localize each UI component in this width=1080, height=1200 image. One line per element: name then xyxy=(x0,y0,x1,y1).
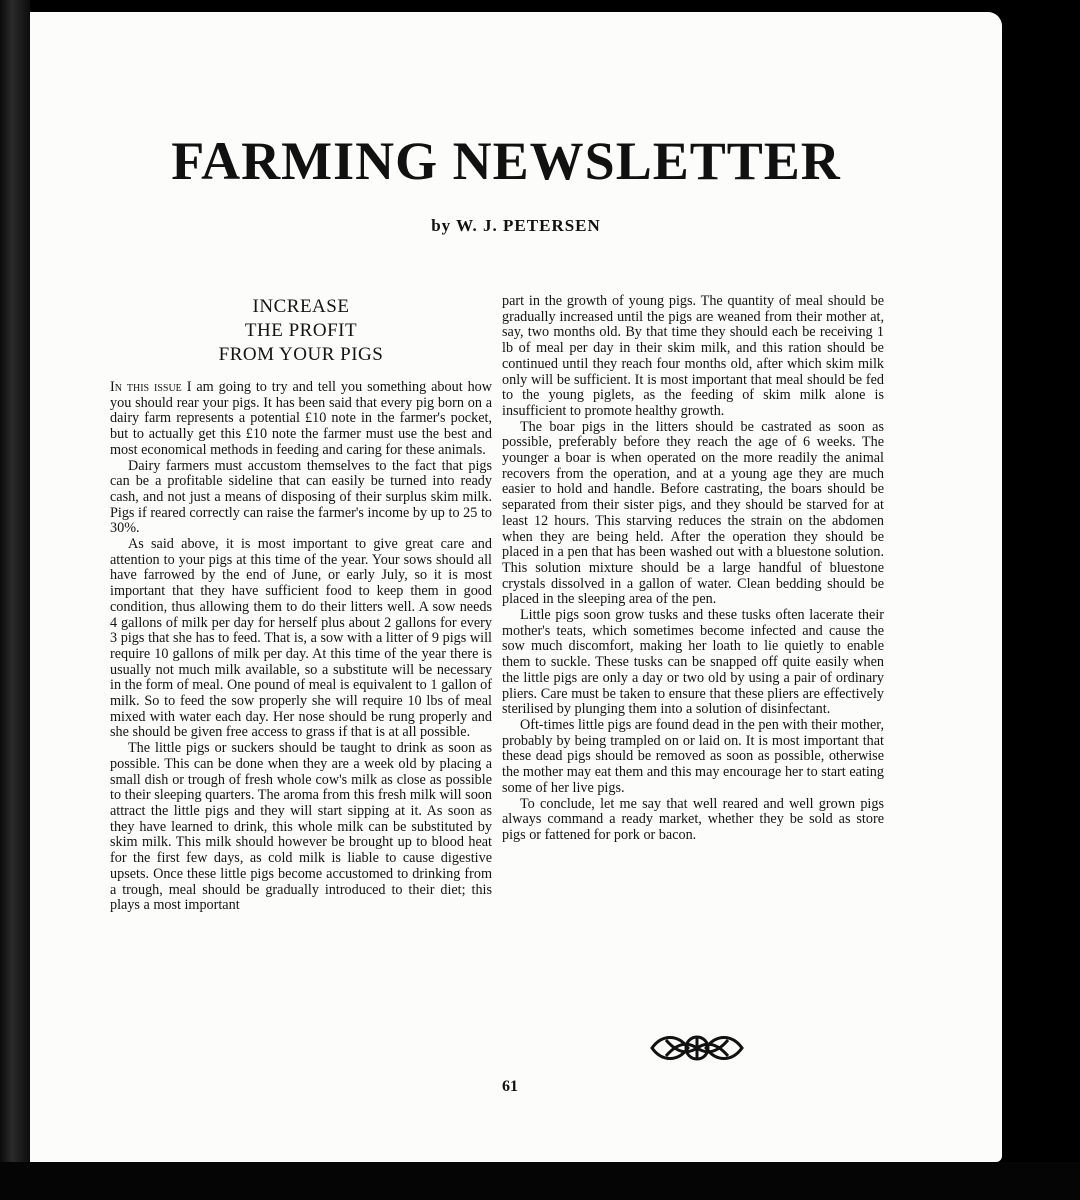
scan-border xyxy=(0,1162,1080,1200)
paragraph: part in the growth of young pigs. The quantity of meal should be gradually increased until the pigs are weaned from their mother at, say, two months old. By that time they should each be receiving 1 lb of meal per day in their skim milk, and this ration should be continued until they reach four months old, after which skim milk only will be sufficient. It is most important that meal should be fed to the young piglets, as the feeding of skim milk alone is insufficient to promote healthy growth. xyxy=(502,293,884,419)
article-title-line: FROM YOUR PIGS xyxy=(218,344,384,365)
article-title-line: THE PROFIT xyxy=(244,320,358,341)
paragraph: The boar pigs in the litters should be castrated as soon as possible, preferably before they reach the age of 6 weeks. The younger a boar is when operated on the more readily the animal recovers from the operation, and at a young age they are much easier to hold and handle. Before castrating, the boars should be separated from their sister pigs, and they should be starved for at least 12 hours. This starving reduces the strain on the abdomen when they are being held. After the operation they should be placed in a pen that has been washed out with a bluestone solution. This solution mixture should be a large handful of bluestone crystals dissolved in a gallon of water. Clean bedding should be placed in the sleeping area of the pen. xyxy=(502,418,884,608)
page-title: FARMING NEWSLETTER xyxy=(171,131,841,191)
article-title xyxy=(110,295,492,367)
right-column xyxy=(502,294,884,844)
newsletter-page xyxy=(30,12,1002,1162)
paragraph xyxy=(110,380,492,459)
paragraph-text: I am going to try and tell you something about how you should rear your pigs. It has been said that every pig born on a dairy farm represents a potential £10 note in the farmer's pocket, but to actually get this £10 note the farmer must use the best and most economical methods in feeding and caring for these animals. xyxy=(110,379,493,458)
lead-in: In this issue xyxy=(110,379,182,395)
article-title-line: INCREASE xyxy=(252,296,350,317)
paragraph: As said above, it is most important to give great care and attention to your pigs at this time of the year. Your sows should all have farrowed by the end of June, or early July, so it is most important that they have sufficient food to keep them in good condition, thus allowing them to do their litters well. A sow needs 4 gallons of milk per day for herself plus about 2 gallons for every 3 pigs that she has to feed. That is, a sow with a litter of 9 pigs will require 10 gallons of milk per day. At this time of the year there is usually not much milk available, so a substitute will be necessary in the form of meal. One pound of meal is equivalent to 1 gallon of milk. So to feed the sow properly she will require 10 lbs of meal mixed with water each day. Her nose should be rung properly and she should be given free access to grass if that is at all possible. xyxy=(110,536,492,741)
paragraph: To conclude, let me say that well reared and well grown pigs always command a ready market, whether they be sold as store pigs or fattened for pork or bacon. xyxy=(502,795,884,843)
page-gutter xyxy=(0,0,30,1200)
left-column xyxy=(110,295,492,914)
celtic-knot-icon xyxy=(648,1030,746,1066)
paragraph: Dairy farmers must accustom themselves to the fact that pigs can be a profitable sideline that can easily be turned into ready cash, and not just a means of disposing of their surplus skim milk. Pigs if reared correctly can raise the farmer's income by up to 25 to 30%. xyxy=(110,457,492,537)
byline: by W. J. PETERSEN xyxy=(431,216,601,235)
paragraph: Oft-times little pigs are found dead in the pen with their mother, probably by being trampled on or laid on. It is most important that these dead pigs should be removed as soon as possible, otherwise the mother may eat them and this may encourage her to start eating some of her live pigs. xyxy=(502,716,884,796)
page-number: 61 xyxy=(502,1078,518,1095)
paragraph: The little pigs or suckers should be taught to drink as soon as possible. This can be done when they are a week old by placing a small dish or trough of fresh whole cow's milk as close as possible to their sleeping quarters. The aroma from this fresh milk will soon attract the little pigs and they will start sipping at it. As soon as they have learned to drink, this whole milk can be substituted by skim milk. This milk should however be brought up to blood heat for the first few days, as cold milk is liable to cause digestive upsets. Once these little pigs become accustomed to drinking from a trough, meal should be gradually introduced to their diet; this plays a most important xyxy=(110,740,492,914)
paragraph: Little pigs soon grow tusks and these tusks often lacerate their mother's teats, which sometimes become infected and cause the sow much discomfort, making her loath to lie quietly to enable them to suckle. These tusks can be snapped off quite easily when the little pigs are only a day or two old by using a pair of ordinary pliers. Care must be taken to ensure that these pliers are effectively sterilised by plunging them into a solution of disinfectant. xyxy=(502,607,884,718)
